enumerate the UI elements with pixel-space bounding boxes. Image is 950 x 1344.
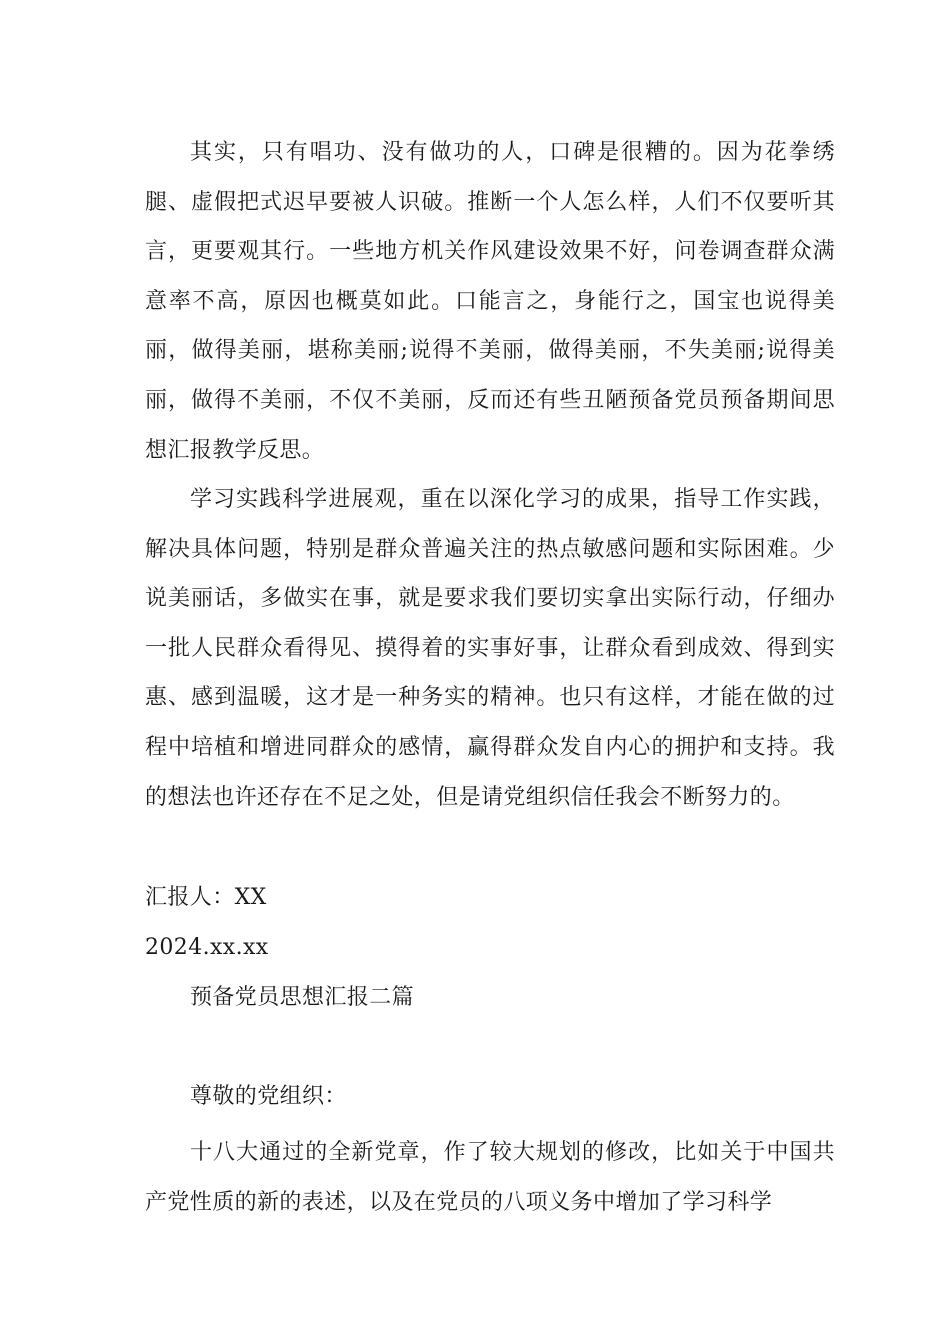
date-text: 2024.xx.xx [145, 935, 269, 960]
paragraph-text: 学习实践科学进展观，重在以深化学习的成果，指导工作实践，解决具体问题，特别是群众普遍关注的热点敏感问题和实际困难。少说美丽话，多做实在事，就是要求我们要切实拿出实际行动，仔细办一批人民群众看得见、摸得着的实事好事，让群众看到成效、得到实惠、感到温暖，这才是一种务实的精神。也只有这样，才能在做的过程中培植和增进同群众的感情，赢得群众发自内心的拥护和支持。我的想法也许还存在不足之处，但是请党组织信任我会不断努力的。 [145, 487, 835, 810]
paragraph-text: 十八大通过的全新党章，作了较大规划的修改，比如关于中国共产党性质的新的表述，以及在党员的八项义务中增加了学习科学 [145, 1140, 835, 1215]
date-line [145, 933, 835, 963]
body-paragraph-1 [145, 128, 835, 475]
paragraph-text: 其实，只有唱功、没有做功的人，口碑是很糟的。因为花拳绣腿、虚假把式迟早要被人识破。推断一个人怎么样，人们不仅要听其言，更要观其行。一些地方机关作风建设效果不好，问卷调查群众满意率不高，原因也概莫如此。口能言之，身能行之，国宝也说得美丽，做得美丽，堪称美丽;说得不美丽，做得美丽，不失美丽;说得美丽，做得不美丽，不仅不美丽，反而还有些丑陋预备党员预备期间思想汇报教学反思。 [145, 140, 835, 463]
section-title-text: 预备党员思想汇报二篇 [190, 985, 415, 1010]
section-title [145, 983, 835, 1013]
body-paragraph-3 [145, 1128, 835, 1227]
salutation [145, 1082, 835, 1112]
salutation-text: 尊敬的党组织： [190, 1084, 347, 1109]
body-paragraph-2 [145, 475, 835, 822]
reporter-text: 汇报人：XX [145, 885, 267, 910]
reporter-line [145, 883, 835, 913]
